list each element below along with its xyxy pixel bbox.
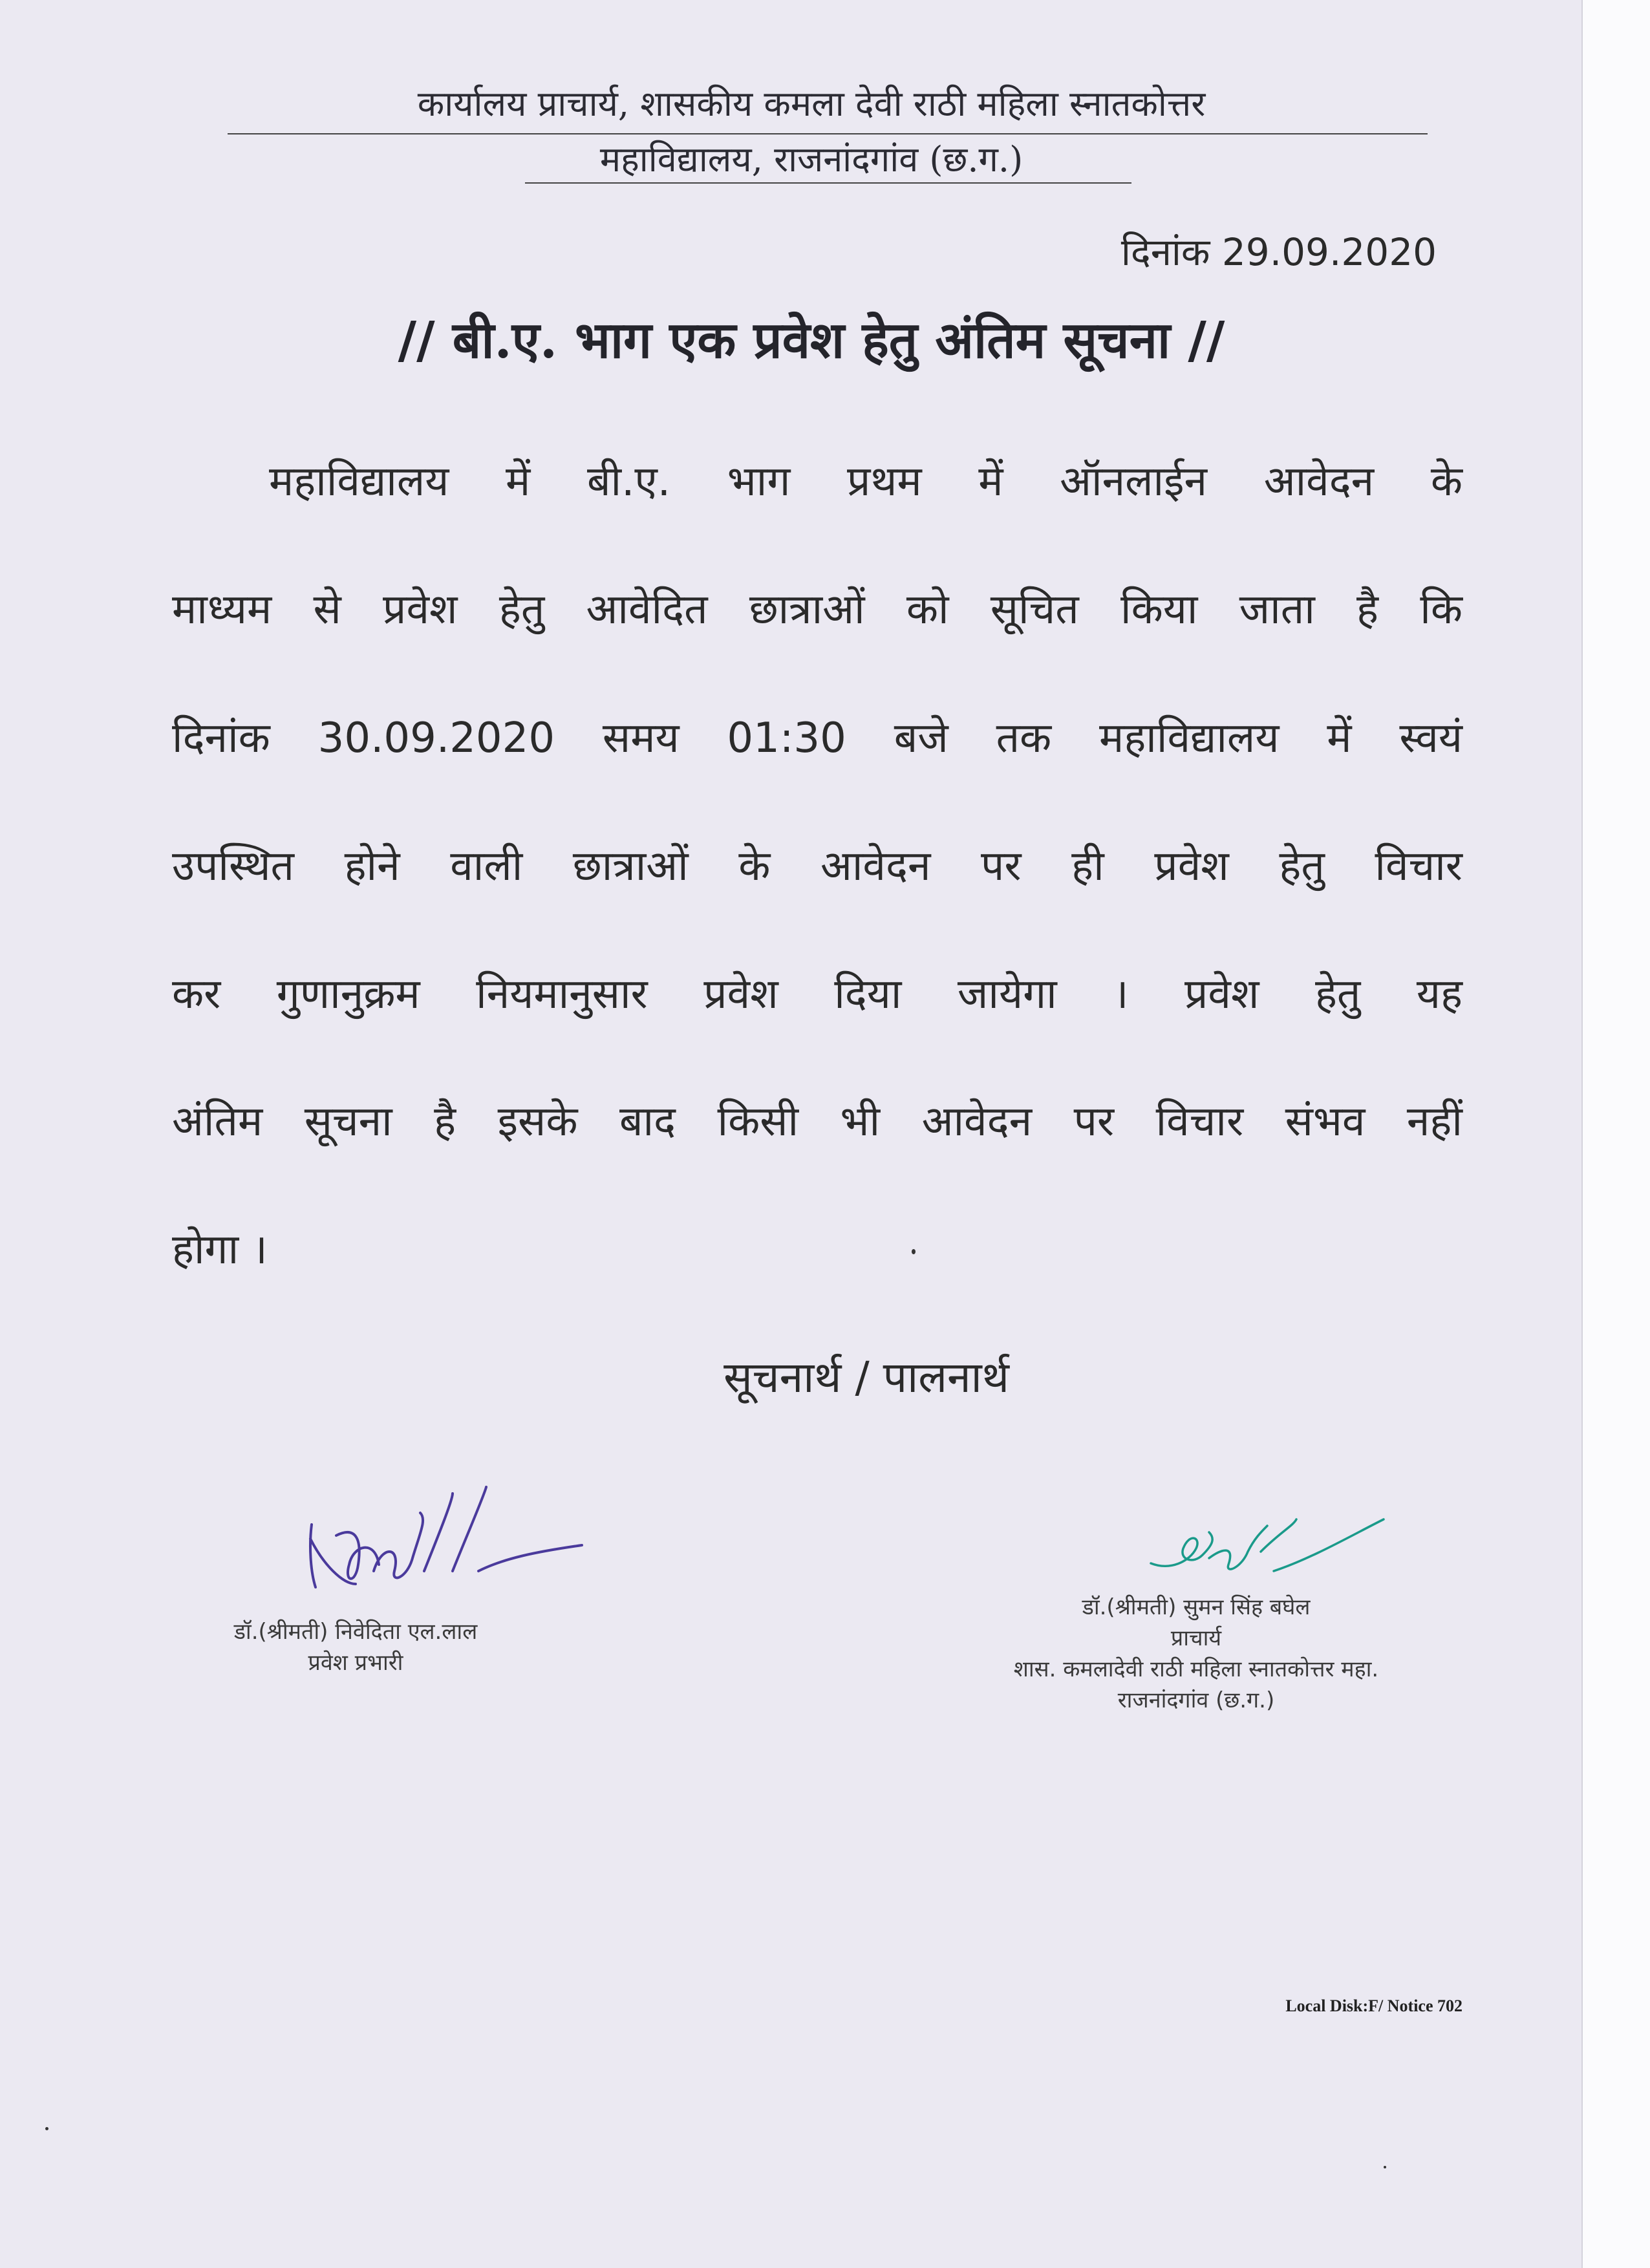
office-header-line-2: महाविद्यालय, राजनांदगांव (छ.ग.) bbox=[599, 139, 1023, 180]
body-line-2: माध्यम से प्रवेश हेतु आवेदित छात्राओं को सूचित किया जाता है कि bbox=[172, 586, 1462, 634]
file-reference: Local Disk:F/ Notice 702 bbox=[1285, 1996, 1462, 2015]
scan-speck bbox=[45, 2127, 48, 2130]
date-label: दिनांक bbox=[1120, 230, 1210, 274]
left-signatory bbox=[194, 1616, 517, 1678]
right-signatory-place: राजनांदगांव (छ.ग.) bbox=[1117, 1687, 1275, 1713]
body-line-3: दिनांक 30.09.2020 समय 01:30 बजे तक महाविद्यालय में स्वयं bbox=[172, 714, 1462, 762]
left-signatory-designation: प्रवेश प्रभारी bbox=[308, 1650, 403, 1676]
closing-remark: सूचनार्थ / पालनार्थ bbox=[723, 1353, 1009, 1402]
left-signatory-name: डॉ.(श्रीमती) निवेदिता एल.लाल bbox=[233, 1619, 478, 1645]
scan-speck bbox=[912, 1249, 916, 1254]
scan-speck bbox=[1384, 2166, 1386, 2168]
office-header-line-1: कार्यालय प्राचार्य, शासकीय कमला देवी राठी महिला स्नातकोत्तर bbox=[417, 83, 1206, 124]
date-value: 29.09.2020 bbox=[1221, 230, 1437, 274]
body-line-4: उपस्थित होने वाली छात्राओं के आवेदन पर ही प्रवेश हेतु विचार bbox=[172, 842, 1462, 890]
page-margin-strip bbox=[1581, 0, 1650, 2268]
right-signatory-designation: प्राचार्य bbox=[1170, 1625, 1222, 1651]
body-line-7: होगा । bbox=[172, 1226, 268, 1274]
right-signatory bbox=[970, 1592, 1422, 1716]
header-underline-2 bbox=[525, 182, 1131, 184]
notice-date bbox=[1034, 225, 1437, 276]
notice-title: // बी.ए. भाग एक प्रवेश हेतु अंतिम सूचना // bbox=[398, 311, 1225, 370]
header-underline-1 bbox=[228, 133, 1428, 134]
right-signature-icon bbox=[1131, 1487, 1390, 1584]
body-line-5: कर गुणानुक्रम नियमानुसार प्रवेश दिया जायेगा । प्रवेश हेतु यह bbox=[172, 970, 1462, 1018]
left-signature-icon bbox=[297, 1474, 595, 1603]
body-line-6: अंतिम सूचना है इसके बाद किसी भी आवेदन पर विचार संभव नहीं bbox=[172, 1098, 1462, 1146]
right-signatory-name: डॉ.(श्रीमती) सुमन सिंह बघेल bbox=[1082, 1594, 1311, 1620]
body-line-1: महाविद्यालय में बी.ए. भाग प्रथम में ऑनलाईन आवेदन के bbox=[269, 458, 1462, 506]
right-signatory-institution: शास. कमलादेवी राठी महिला स्नातकोत्तर महा. bbox=[1013, 1656, 1379, 1682]
